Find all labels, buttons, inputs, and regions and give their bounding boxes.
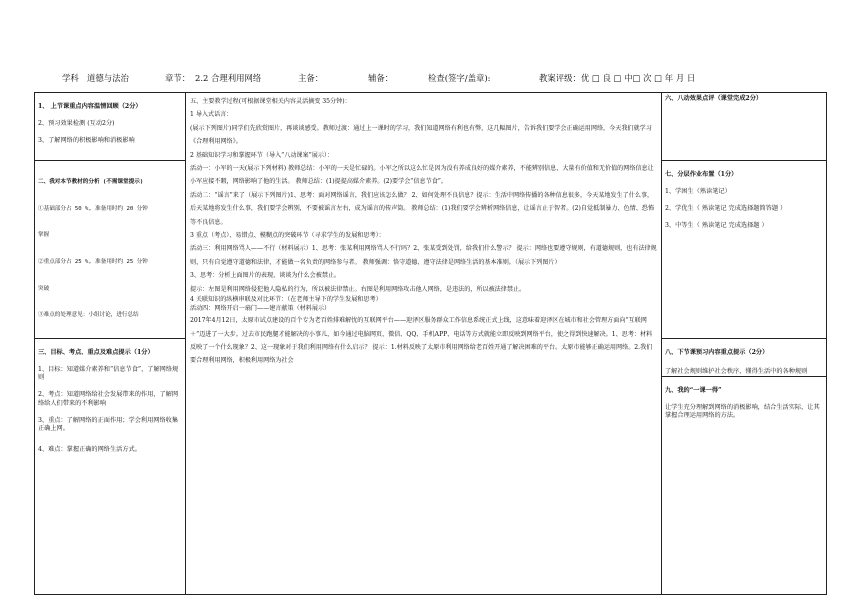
process-paragraph: 活动一：小军的一天(展示下列材料) 教师总结：小军的一天是忙碌的。小军之所以这么忙是因为没有养成良好的媒介素养，不能辨别信息，大量有价值和无价值的网络信息让小军应接不暇，网络影响了他的生活。 教师总结：(1)提提高媒介素养。(2)要学会“信息节食”。 bbox=[190, 165, 654, 186]
process-paragraph: 3、思考：分析上面图片的表现，谈谈为什么会被禁止。 bbox=[190, 272, 341, 280]
process-paragraph: (展示下列图片)同学们先欣赏图片，再谈谈感受。教师过渡：通过上一课时的学习，我们知道网络有利也有弊，这几幅图片，告诉我们要学会正确运用网络，今天我们就学习《合理利用网络》。 bbox=[190, 124, 652, 146]
review-line: 3、了解网络的积极影响和消极影响 bbox=[38, 137, 135, 145]
process-paragraph: 2 基础知识学习和掌握环节（导入“八动课案”展示）： bbox=[190, 151, 334, 159]
review-line: 2、预习效果检测 (互动2分) bbox=[38, 120, 115, 128]
lesson-plan-table bbox=[34, 92, 827, 595]
chapter-label: 章节： bbox=[165, 73, 191, 83]
homework-line: 3、中等生（ 熟读笔记 完成选择题 ） bbox=[665, 221, 768, 229]
process-paragraph: 活动三：利用网络骂人——不行（材料展示）1、思考：张某利用网络骂人不行吗？2、张某受到处罚，给我们什么警示？ 提示：网络也要遵守规则，有道德规则，也有法律规则，只有自觉遵守道德和法律，才能做一名负责的网络参与者。 教师强调：恪守道德、遵守法律是网络生活的基本准则。（展示下列图片） bbox=[190, 245, 657, 266]
objectives-section bbox=[35, 338, 186, 594]
objectives-line: 4、难点：掌握正确的网络生活方式。 bbox=[38, 445, 141, 453]
activity4-line: 活动四：网络开启一扇门——建言献策（材料展示） bbox=[190, 305, 331, 313]
check-signature-label: 检查(签字/盖章): bbox=[428, 73, 491, 83]
analysis-line: 掌握 bbox=[38, 232, 50, 239]
section4-title: 4 关联知识的纵横串联及对比环节：（在老师主导下的学生发展和思考） bbox=[190, 296, 382, 304]
preview-and-takeaway-section bbox=[662, 338, 827, 594]
lead-preparer-label: 主备： bbox=[298, 73, 324, 83]
textbook-analysis-section bbox=[35, 161, 186, 339]
homework-title: 七、分层作业布置（1分） bbox=[665, 171, 738, 179]
assistant-preparer-label: 辅备： bbox=[368, 73, 394, 83]
review-title: 1、 上节课重点内容温情回顾（2分） bbox=[38, 103, 142, 111]
process-paragraph: 2017年4月12日，太原市试点建设的百个专为老百姓排难解忧的互联网平台——迎泽区服务群众工作信息系统正式上线，这意味着迎泽区在城市和社会管理方面向“互联网＋”迈进了一大步。过去市民跑腿才能解决的小事儿，如今通过电脑网页、微信、QQ、手机APP、电话等方式就能立即反映到网络平台，使之得到快速解决。1、思考：材料反映了一个什么现象？2、这一现象对于我们利用网络有什么启示？ 提示：1.材料反映了太原市利用网络给老百姓开通了解决困难的平台。太原市能够正确运用网络。2.我们要合理利用网络，积极利用网络为社会 bbox=[190, 317, 653, 365]
teaching-process-title: 五、主要教学过程(可根据课堂相关内容灵活摘变 35分钟)： bbox=[190, 98, 351, 105]
eight-actions-title: 六、八动效果点评（课堂完成2分） bbox=[665, 95, 763, 102]
objectives-line: 2、考点：知道网络给社会发展带来的作用，了解网络给人们带来的不利影响 bbox=[38, 391, 179, 407]
homework-line: 1、学困生（熟读笔记） bbox=[665, 188, 731, 196]
subject-label: 学科 bbox=[62, 73, 79, 83]
objectives-line: 3、重点：了解网络的正面作用；学会利用网络收集正确上网。 bbox=[38, 416, 179, 432]
eight-actions-review-section bbox=[662, 93, 827, 161]
takeaway-title: 九、我的“一课一得” bbox=[665, 387, 722, 395]
process-paragraph: 活动二：“谣言”来了（展示下列图片)1、思考：面对网络谣言，我们应该怎么做？ 2、如何处理不良信息？提示：生活中网络传播的各种信息很多，今天某地发生了什么事，后天某地将发生什么事，我们要学会辨别，不要被谣言左右，成为谣言的传声筒。 教师总结：(1)我们要学会辨析网络信息，让谣言止于智者。(2)自觉抵制暴力、色情、恐怖等不良信息。 bbox=[190, 191, 655, 226]
teaching-process-section bbox=[186, 93, 662, 595]
homework-line: 2、学优生（ 熟读笔记 完成选择题简答题 ） bbox=[665, 205, 787, 213]
analysis-line: ①基础部分占 50 %, 准备用时约 20 分钟 bbox=[38, 205, 148, 212]
review-section bbox=[35, 93, 186, 161]
objectives-line: 1、目标：知道媒介素养和“信息节食”，了解网络规则 bbox=[38, 366, 179, 382]
lesson-plan-header bbox=[62, 72, 822, 86]
next-lesson-title: 八、下节课预习内容重点提示（2分） bbox=[665, 349, 769, 357]
process-paragraph: 提示：左图是利用网络侵犯他人隐私的行为，所以被法律禁止。右图是利用网络攻击他人网络，是违法的，所以被法律禁止。 bbox=[190, 285, 526, 293]
subject-value: 道德与法治 bbox=[87, 73, 129, 83]
plan-rating-label: 教案评级： bbox=[539, 73, 581, 83]
analysis-title: 二、我对本节教材的分析 (不需课堂提示) bbox=[38, 179, 144, 186]
analysis-line: ②重点部分占 25 %, 准备用时约 25 分钟 bbox=[38, 259, 148, 266]
next-lesson-text: 了解社会规则维护社会秩序，懂得生活中的各种规则 bbox=[665, 368, 808, 376]
analysis-line: 突破 bbox=[38, 285, 50, 292]
chapter-value: 2.2 合理利用网络 bbox=[195, 73, 262, 83]
process-paragraph: 3 重点（考点）、易错点、模糊点的突破环节（寻求学生的发展和思考）： bbox=[190, 232, 385, 240]
objectives-title: 三、目标、考点、重点及难点提示（1分） bbox=[38, 349, 154, 357]
plan-rating-grades: 优 □ 良 □ 中□ 次 □ 年 月 日 bbox=[581, 73, 696, 83]
homework-section bbox=[662, 161, 827, 339]
takeaway-text: 让学生充分理解到网络的消极影响，结合生活实际，让其掌握合理运用网络的方法。 bbox=[665, 404, 820, 420]
analysis-line: ③难点的处理意见：小组讨论，进行总结 bbox=[38, 312, 139, 319]
process-paragraph: 1 导入式话言： bbox=[190, 111, 233, 119]
